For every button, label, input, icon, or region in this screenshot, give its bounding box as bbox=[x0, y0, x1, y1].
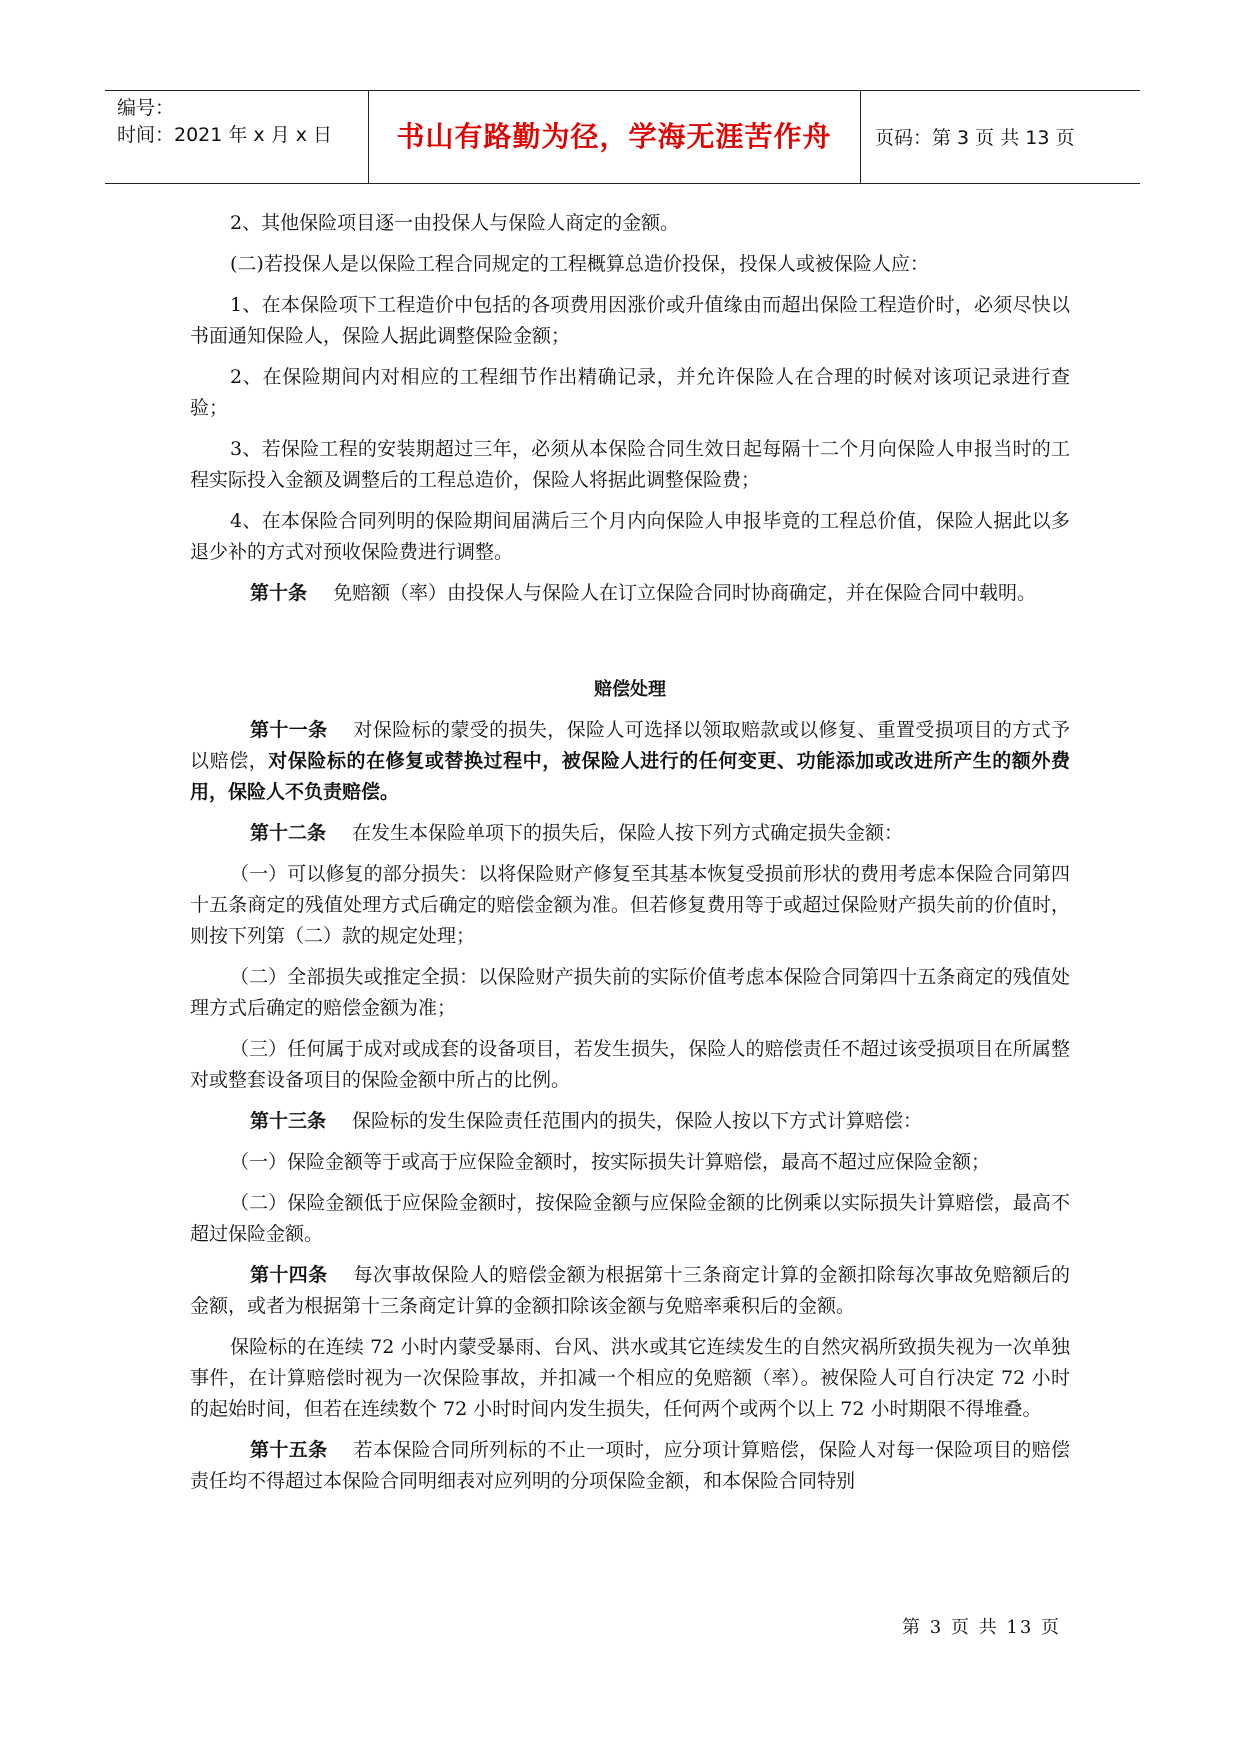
article-13 bbox=[190, 1106, 1070, 1137]
page-header bbox=[105, 90, 1140, 184]
paragraph: （二）保险金额低于应保险金额时，按保险金额与应保险金额的比例乘以实际损失计算赔偿，最高不超过保险金额。 bbox=[190, 1192, 1070, 1245]
article-11 bbox=[190, 715, 1070, 808]
article-label: 第十三条 bbox=[250, 1110, 327, 1132]
paragraph: 保险标的在连续 72 小时内蒙受暴雨、台风、洪水或其它连续发生的自然灾祸所致损失视为一次单独事件，在计算赔偿时视为一次保险事故，并扣减一个相应的免赔额（率）。被保险人可自行决定 72 小时的起始时间，但若在连续数个 72 小时时间内发生损失，任何两个或两个以上 72 小时期限不得堆叠。 bbox=[190, 1336, 1070, 1420]
paragraph: 3、若保险工程的安装期超过三年，必须从本保险合同生效日起每隔十二个月向保险人申报当时的工程实际投入金额及调整后的工程总造价，保险人将据此调整保险费； bbox=[190, 438, 1070, 491]
paragraph: 1、在本保险项下工程造价中包括的各项费用因涨价或升值缘由而超出保险工程造价时，必须尽快以书面通知保险人，保险人据此调整保险金额； bbox=[190, 294, 1070, 347]
header-page-number: 页码：第 3 页 共 13 页 bbox=[875, 127, 1075, 149]
article-15 bbox=[190, 1435, 1070, 1497]
paragraph: （二）全部损失或推定全损：以保险财产损失前的实际价值考虑本保险合同第四十五条商定的残值处理方式后确定的赔偿金额为准； bbox=[190, 966, 1070, 1019]
article-text: 在发生本保险单项下的损失后，保险人按下列方式确定损失金额： bbox=[352, 822, 904, 844]
paragraph: （一）保险金额等于或高于应保险金额时，按实际损失计算赔偿，最高不超过应保险金额； bbox=[230, 1151, 991, 1173]
section-title: 赔偿处理 bbox=[594, 679, 666, 700]
doc-number-label: 编号： bbox=[117, 97, 175, 119]
article-label: 第十五条 bbox=[250, 1439, 328, 1461]
paragraph: 2、在保险期间内对相应的工程细节作出精确记录，并允许保险人在合理的时候对该项记录进行查验； bbox=[190, 366, 1070, 419]
header-meta bbox=[117, 95, 332, 149]
article-text: 免赔额（率）由投保人与保险人在订立保险合同时协商确定，并在保险合同中载明。 bbox=[333, 582, 1037, 604]
article-label: 第十条 bbox=[250, 582, 308, 604]
article-text: 若本保险合同所列标的不止一项时，应分项计算赔偿，保险人对每一保险项目的赔偿责任均不得超过本保险合同明细表对应列明的分项保险金额，和本保险合同特别 bbox=[190, 1439, 1070, 1492]
article-text: 每次事故保险人的赔偿金额为根据第十三条商定计算的金额扣除每次事故免赔额后的金额，或者为根据第十三条商定计算的金额扣除该金额与免赔率乘积后的金额。 bbox=[190, 1264, 1070, 1317]
article-label: 第十一条 bbox=[250, 719, 328, 741]
article-text: 保险标的发生保险责任范围内的损失，保险人按以下方式计算赔偿： bbox=[352, 1110, 923, 1132]
page-footer: 第 3 页 共 13 页 bbox=[902, 1617, 1061, 1638]
paragraph: 2、其他保险项目逐一由投保人与保险人商定的金额。 bbox=[230, 212, 680, 234]
paragraph: （三）任何属于成对或成套的设备项目，若发生损失，保险人的赔偿责任不超过该受损项目在所属整对或整套设备项目的保险金额中所占的比例。 bbox=[190, 1038, 1070, 1091]
header-motto: 书山有路勤为径，学海无涯苦作舟 bbox=[396, 120, 832, 153]
header-divider bbox=[860, 91, 861, 183]
article-text: 对保险标的蒙受的损失，保险人可选择以领取赔款或以修复、重置受损项目的方式予以赔偿， bbox=[190, 719, 1070, 772]
article-10 bbox=[190, 578, 1070, 609]
article-bold-text: 对保险标的在修复或替换过程中，被保险人进行的任何变更、功能添加或改进所产生的额外费用，保险人不负责赔偿。 bbox=[190, 750, 1070, 803]
article-14 bbox=[190, 1260, 1070, 1322]
document-body bbox=[190, 208, 1070, 1507]
paragraph: （一）可以修复的部分损失：以将保险财产修复至其基本恢复受损前形状的费用考虑本保险合同第四十五条商定的残值处理方式后确定的赔偿金额为准。但若修复费用等于或超过保险财产损失前的价值时，则按下列第（二）款的规定处理； bbox=[190, 863, 1070, 947]
article-label: 第十四条 bbox=[250, 1264, 328, 1286]
article-12 bbox=[190, 818, 1070, 849]
doc-time-label: 时间：2021 年 x 月 x 日 bbox=[117, 124, 333, 146]
paragraph: (二)若投保人是以保险工程合同规定的工程概算总造价投保，投保人或被保险人应： bbox=[230, 253, 929, 275]
article-label: 第十二条 bbox=[250, 822, 327, 844]
paragraph: 4、在本保险合同列明的保险期间届满后三个月内向保险人申报毕竟的工程总价值，保险人据此以多退少补的方式对预收保险费进行调整。 bbox=[190, 510, 1070, 563]
